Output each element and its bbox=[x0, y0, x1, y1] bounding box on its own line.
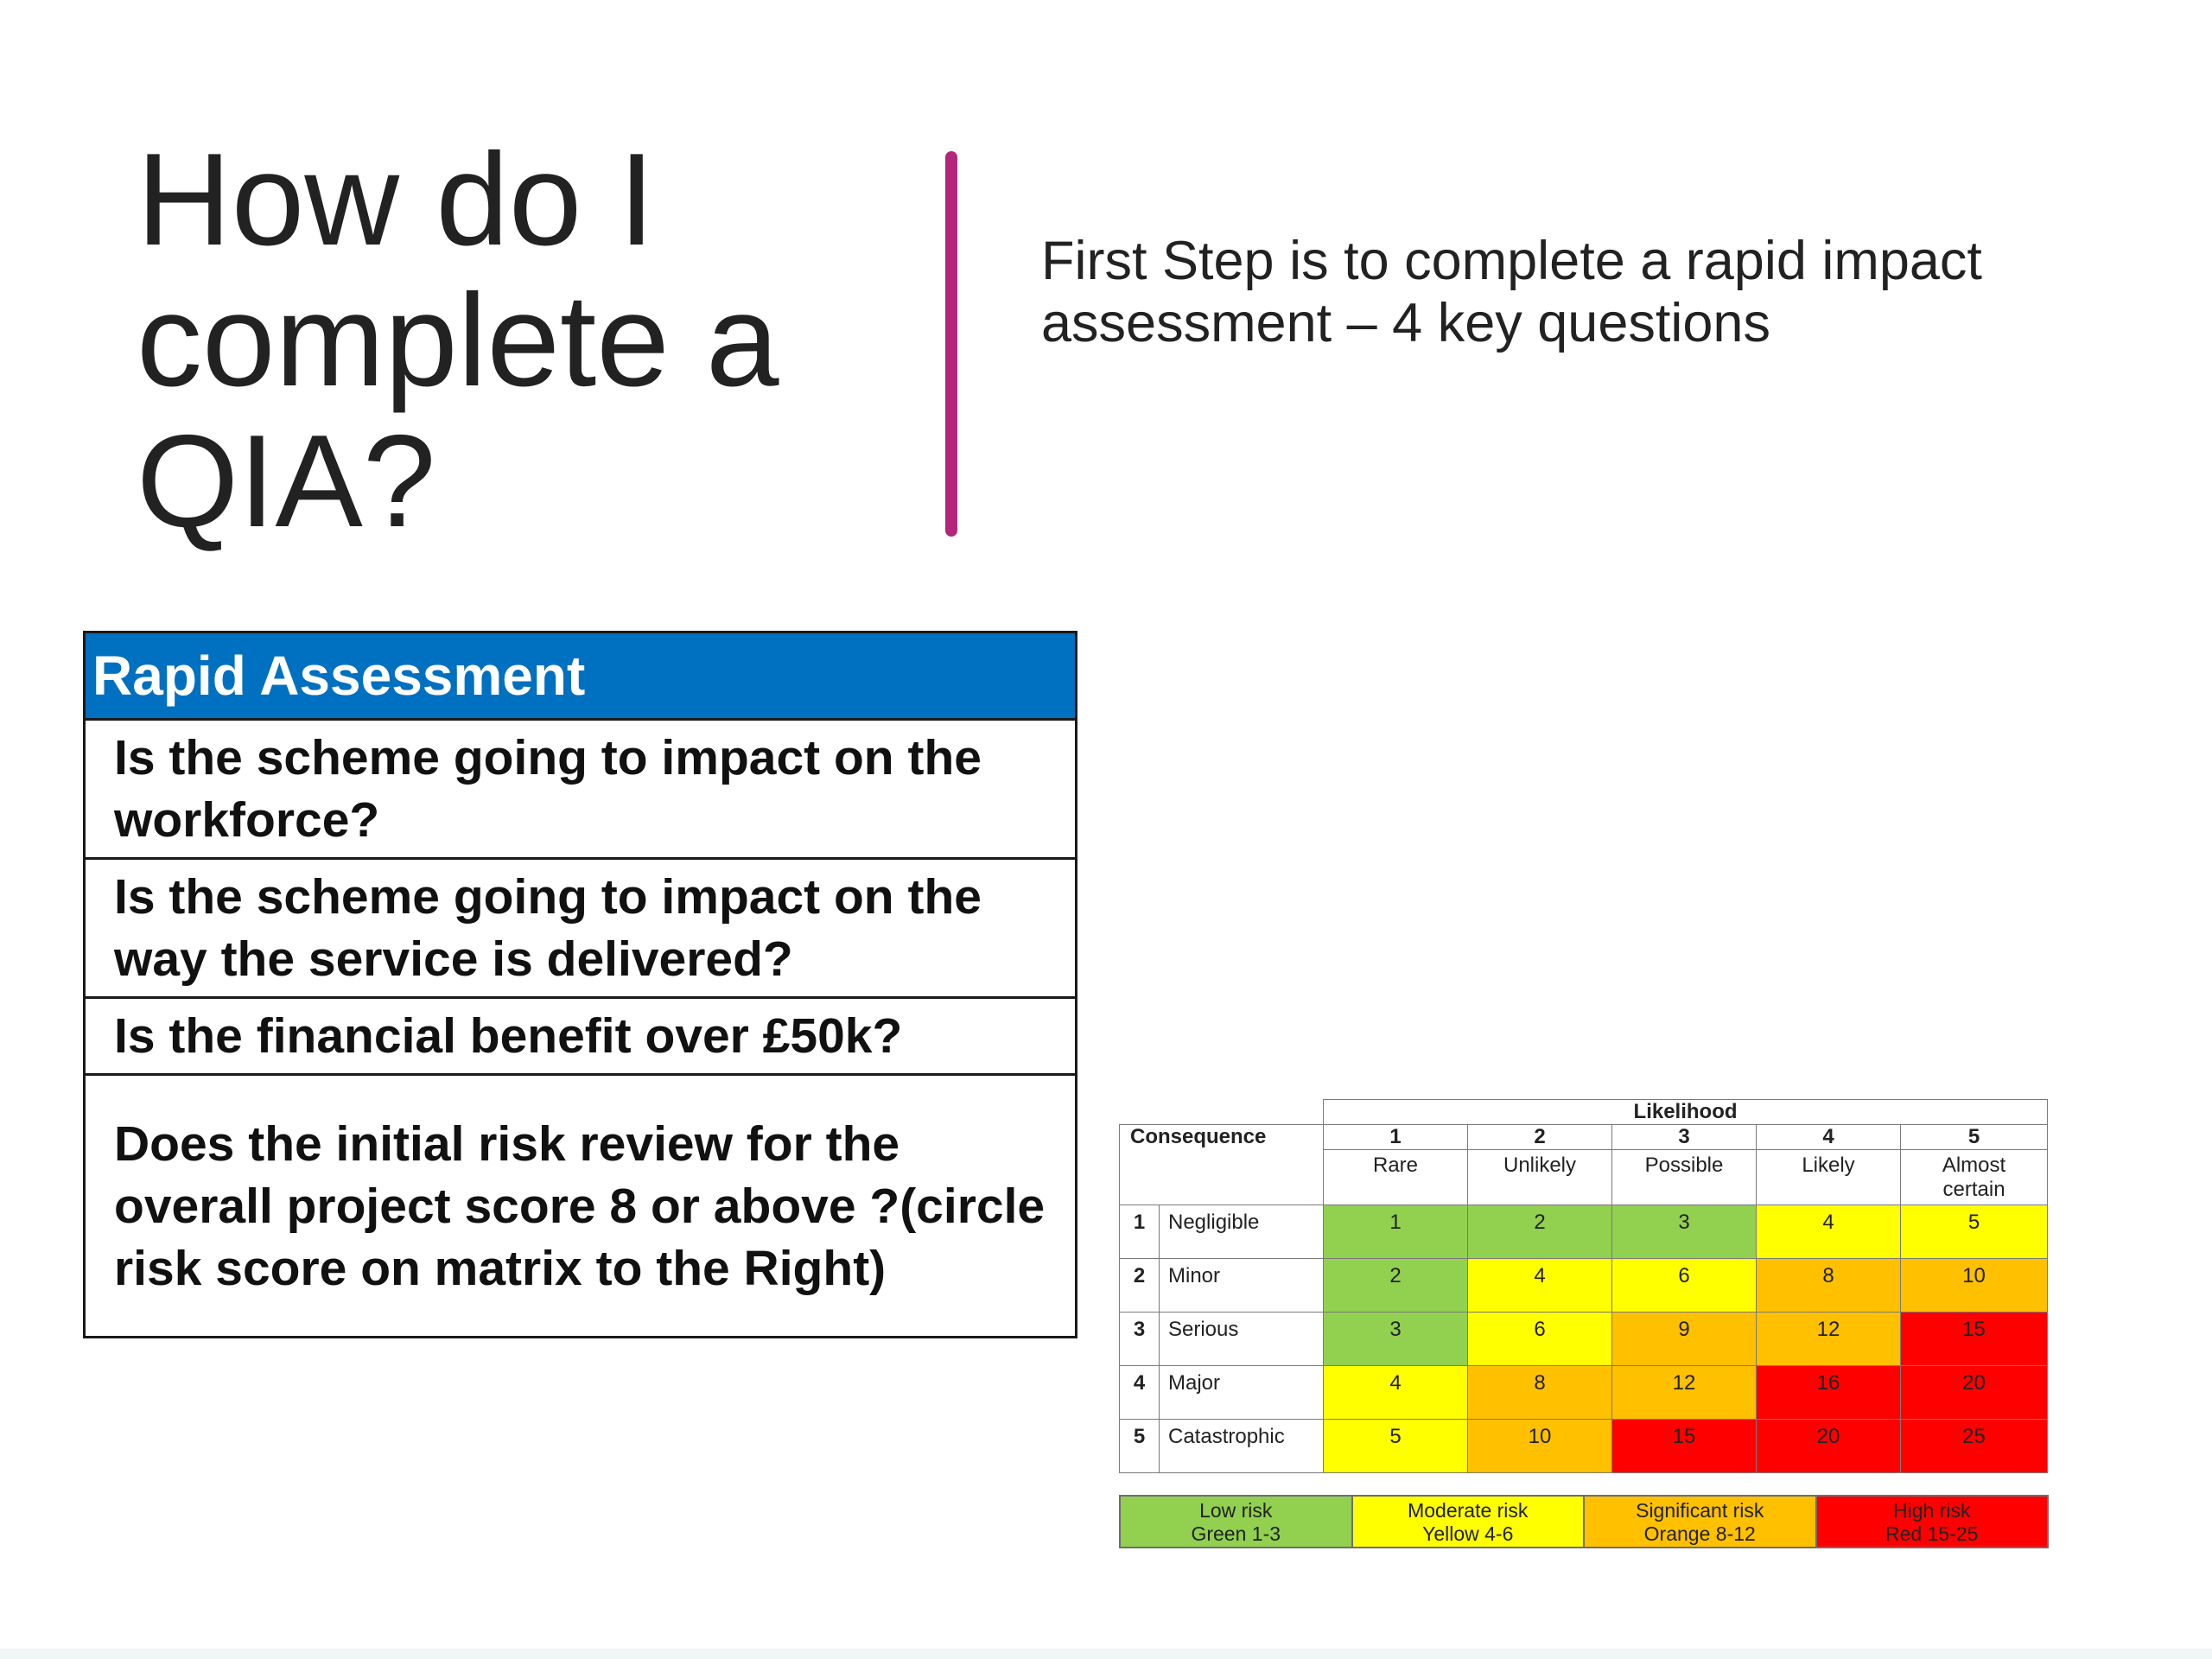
risk-score-cell: 16 bbox=[1757, 1366, 1901, 1420]
consequence-num: 3 bbox=[1120, 1313, 1160, 1366]
slide-subtitle: First Step is to complete a rapid impact assessment – 4 key questions bbox=[1041, 231, 1982, 353]
risk-score-cell: 1 bbox=[1324, 1205, 1468, 1259]
legend-label: Low risk bbox=[1199, 1499, 1273, 1522]
likelihood-label: Unlikely bbox=[1468, 1150, 1612, 1205]
risk-score-cell: 8 bbox=[1468, 1366, 1612, 1420]
accent-divider bbox=[945, 151, 957, 537]
legend-label: Moderate risk bbox=[1408, 1499, 1529, 1522]
risk-score-cell: 10 bbox=[1468, 1420, 1612, 1473]
matrix-row bbox=[1120, 1259, 2048, 1313]
risk-score-cell: 12 bbox=[1757, 1313, 1901, 1366]
question-financial-benefit: Is the financial benefit over £50k? bbox=[85, 998, 1077, 1075]
consequence-num: 5 bbox=[1120, 1420, 1160, 1473]
likelihood-num: 2 bbox=[1468, 1125, 1612, 1150]
risk-score-cell: 20 bbox=[1901, 1366, 2048, 1420]
risk-score-cell: 8 bbox=[1757, 1259, 1901, 1313]
risk-score-cell: 12 bbox=[1612, 1366, 1757, 1420]
likelihood-header: Likelihood bbox=[1324, 1100, 2048, 1125]
risk-legend bbox=[1119, 1495, 2049, 1548]
risk-score-cell: 25 bbox=[1901, 1420, 2048, 1473]
risk-score-cell: 9 bbox=[1612, 1313, 1757, 1366]
consequence-label: Catastrophic bbox=[1160, 1420, 1324, 1473]
risk-score-cell: 3 bbox=[1324, 1313, 1468, 1366]
risk-score-cell: 4 bbox=[1468, 1259, 1612, 1313]
consequence-num: 4 bbox=[1120, 1366, 1160, 1420]
risk-score-cell: 6 bbox=[1468, 1313, 1612, 1366]
legend-label: Significant risk bbox=[1636, 1499, 1764, 1522]
consequence-label: Serious bbox=[1160, 1313, 1324, 1366]
legend-significant-risk bbox=[1583, 1497, 1815, 1547]
consequence-num: 1 bbox=[1120, 1205, 1160, 1259]
legend-range: Yellow 4-6 bbox=[1422, 1522, 1514, 1545]
likelihood-num: 1 bbox=[1324, 1125, 1468, 1150]
rapid-assessment-table bbox=[83, 631, 1077, 1338]
likelihood-num: 4 bbox=[1757, 1125, 1901, 1150]
consequence-header: Consequence bbox=[1120, 1125, 1324, 1205]
rapid-assessment-header: Rapid Assessment bbox=[85, 632, 1077, 720]
risk-score-cell: 2 bbox=[1324, 1259, 1468, 1313]
legend-range: Orange 8-12 bbox=[1643, 1522, 1756, 1545]
legend-low-risk bbox=[1121, 1497, 1351, 1547]
legend-range: Red 15-25 bbox=[1885, 1522, 1979, 1545]
likelihood-label: Almost certain bbox=[1901, 1150, 2048, 1205]
matrix-row bbox=[1120, 1313, 2048, 1366]
consequence-label: Minor bbox=[1160, 1259, 1324, 1313]
risk-score-cell: 4 bbox=[1324, 1366, 1468, 1420]
legend-high-risk bbox=[1815, 1497, 2048, 1547]
consequence-num: 2 bbox=[1120, 1259, 1160, 1313]
risk-matrix bbox=[1119, 1099, 2048, 1473]
risk-score-cell: 3 bbox=[1612, 1205, 1757, 1259]
matrix-row bbox=[1120, 1205, 2048, 1259]
bottom-strip bbox=[0, 1649, 2212, 1659]
legend-label: High risk bbox=[1893, 1499, 1971, 1522]
likelihood-num: 3 bbox=[1612, 1125, 1757, 1150]
likelihood-label: Likely bbox=[1757, 1150, 1901, 1205]
risk-score-cell: 10 bbox=[1901, 1259, 2048, 1313]
risk-score-cell: 5 bbox=[1901, 1205, 2048, 1259]
matrix-row bbox=[1120, 1366, 2048, 1420]
risk-score-cell: 15 bbox=[1612, 1420, 1757, 1473]
likelihood-num: 5 bbox=[1901, 1125, 2048, 1150]
question-service-delivery: Is the scheme going to impact on the way the service is delivered? bbox=[85, 859, 1077, 998]
matrix-body bbox=[1120, 1205, 2048, 1473]
legend-moderate-risk bbox=[1351, 1497, 1584, 1547]
risk-score-cell: 6 bbox=[1612, 1259, 1757, 1313]
risk-score-cell: 15 bbox=[1901, 1313, 2048, 1366]
matrix-corner bbox=[1120, 1100, 1324, 1125]
risk-score-cell: 2 bbox=[1468, 1205, 1612, 1259]
risk-score-cell: 20 bbox=[1757, 1420, 1901, 1473]
question-risk-review: Does the initial risk review for the overall project score 8 or above ?(circle risk score on matrix to the Right) bbox=[85, 1075, 1077, 1338]
likelihood-label: Rare bbox=[1324, 1150, 1468, 1205]
consequence-label: Negligible bbox=[1160, 1205, 1324, 1259]
likelihood-label: Possible bbox=[1612, 1150, 1757, 1205]
question-workforce: Is the scheme going to impact on the workforce? bbox=[85, 720, 1077, 859]
risk-score-cell: 5 bbox=[1324, 1420, 1468, 1473]
slide-title: How do I complete a QIA? bbox=[137, 126, 779, 555]
risk-score-cell: 4 bbox=[1757, 1205, 1901, 1259]
consequence-label: Major bbox=[1160, 1366, 1324, 1420]
legend-range: Green 1-3 bbox=[1191, 1522, 1281, 1545]
matrix-row bbox=[1120, 1420, 2048, 1473]
